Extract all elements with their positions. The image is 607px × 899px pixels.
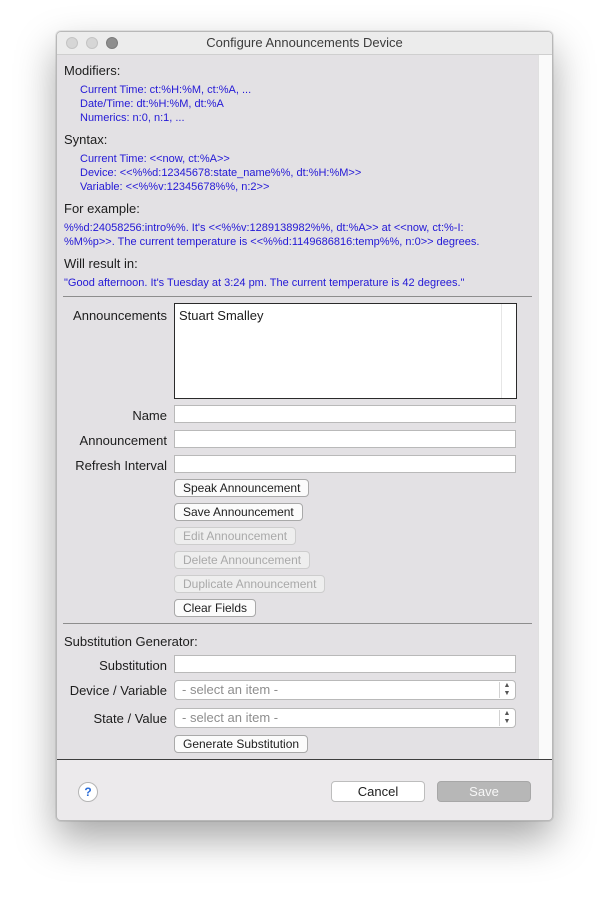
result-text: "Good afternoon. It's Tuesday at 3:24 pm. The current temperature is 42 degrees." xyxy=(64,277,465,289)
save-button[interactable]: Save xyxy=(437,781,531,802)
device-variable-selected: - select an item - xyxy=(182,682,279,697)
refresh-interval-label: Refresh Interval xyxy=(75,458,167,473)
speak-announcement-button[interactable]: Speak Announcement xyxy=(174,479,309,497)
cancel-button[interactable]: Cancel xyxy=(331,781,425,802)
clear-fields-button[interactable]: Clear Fields xyxy=(174,599,256,617)
help-button[interactable] xyxy=(78,782,98,802)
substitution-generator-header: Substitution Generator: xyxy=(64,634,198,649)
substitution-label: Substitution xyxy=(99,658,167,673)
syntax-line: Current Time: <<now, ct:%A>> xyxy=(80,153,230,165)
syntax-line: Variable: <<%%v:12345678%%, n:2>> xyxy=(80,181,270,193)
question-mark-icon: ? xyxy=(84,785,92,799)
substitution-field[interactable] xyxy=(174,655,516,673)
dialog-footer xyxy=(57,759,552,821)
syntax-line: Device: <<%%d:12345678:state_name%%, dt:%H:%M>> xyxy=(80,167,362,179)
content-scrollbar[interactable] xyxy=(538,55,552,759)
configure-dialog xyxy=(56,31,553,821)
example-line: %M%p>>. The current temperature is <<%%d:1149686816:temp%%, n:0>> degrees. xyxy=(64,236,480,248)
dialog-content xyxy=(57,55,538,759)
syntax-header: Syntax: xyxy=(64,132,108,147)
modifier-line: Numerics: n:0, n:1, ... xyxy=(80,112,185,124)
generate-substitution-button[interactable]: Generate Substitution xyxy=(174,735,308,753)
section-divider xyxy=(63,296,532,297)
example-line: %%d:24058256:intro%%. It's <<%%v:1289138982%%, dt:%A>> at <<now, ct:%-I: xyxy=(64,222,464,234)
announcement-label: Announcement xyxy=(79,433,167,448)
modifier-line: Current Time: ct:%H:%M, ct:%A, ... xyxy=(80,84,252,96)
state-value-label: State / Value xyxy=(93,711,167,726)
modifiers-header: Modifiers: xyxy=(64,63,121,78)
name-label: Name xyxy=(132,408,167,423)
list-scrollbar[interactable] xyxy=(501,304,516,398)
announcements-label: Announcements xyxy=(73,308,167,323)
device-variable-label: Device / Variable xyxy=(69,683,167,698)
window-title: Configure Announcements Device xyxy=(206,35,403,50)
modifier-line: Date/Time: dt:%H:%M, dt:%A xyxy=(80,98,224,110)
result-header: Will result in: xyxy=(64,256,138,271)
save-announcement-button[interactable]: Save Announcement xyxy=(174,503,303,521)
state-value-select[interactable] xyxy=(174,708,516,728)
refresh-interval-field[interactable] xyxy=(174,455,516,473)
state-value-selected: - select an item - xyxy=(182,710,279,725)
updown-chevron-icon: ▲ ▼ xyxy=(499,710,514,726)
announcements-list[interactable] xyxy=(174,303,517,399)
device-variable-select[interactable] xyxy=(174,680,516,700)
announcement-field[interactable] xyxy=(174,430,516,448)
section-divider xyxy=(63,623,532,624)
example-header: For example: xyxy=(64,201,140,216)
updown-chevron-icon: ▲ ▼ xyxy=(499,682,514,698)
duplicate-announcement-button[interactable]: Duplicate Announcement xyxy=(174,575,325,593)
list-item[interactable]: Stuart Smalley xyxy=(179,308,264,323)
name-field[interactable] xyxy=(174,405,516,423)
delete-announcement-button[interactable]: Delete Announcement xyxy=(174,551,310,569)
title-bar xyxy=(57,32,552,55)
edit-announcement-button[interactable]: Edit Announcement xyxy=(174,527,296,545)
